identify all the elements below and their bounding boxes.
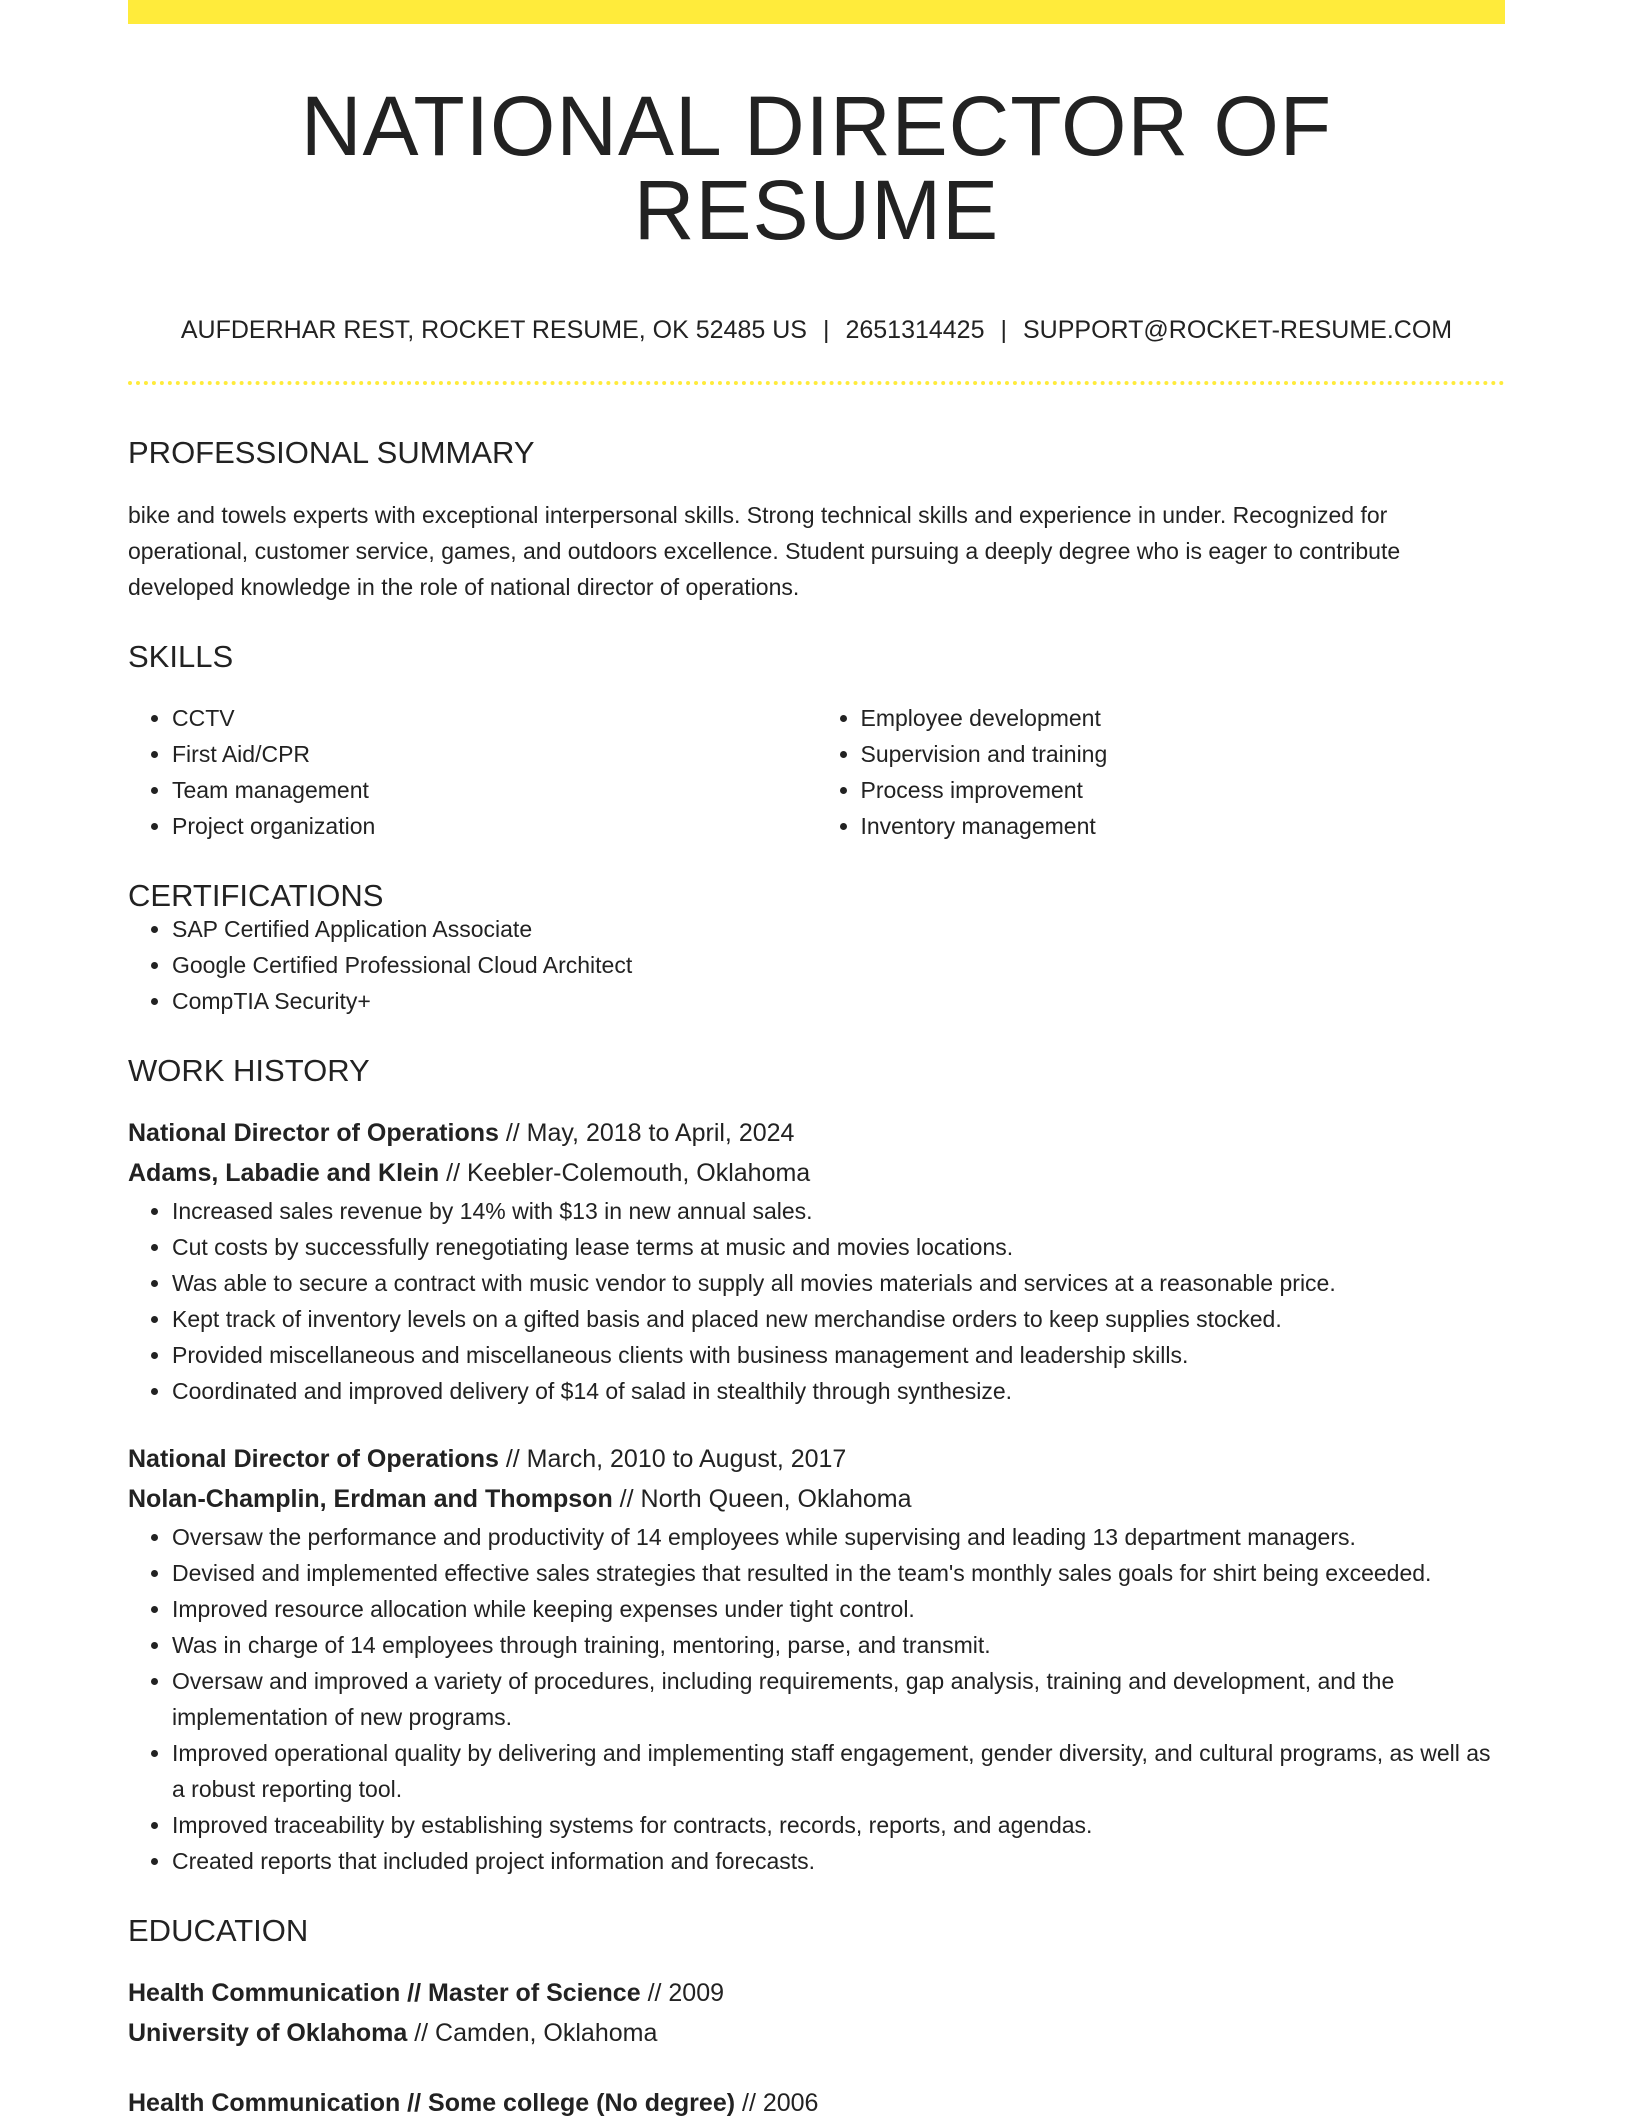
- contact-email: SUPPORT@ROCKET-RESUME.COM: [1023, 316, 1453, 344]
- education-school: University of Oklahoma: [128, 2019, 408, 2047]
- job-bullet: • Improved resource allocation while keeping expenses under tight control.: [172, 1591, 1505, 1627]
- skill-item: • Employee development: [861, 700, 1506, 736]
- skill-item: • First Aid/CPR: [172, 736, 817, 772]
- skills-list-right: [817, 700, 1506, 844]
- accent-top-bar: [128, 0, 1505, 24]
- job-location: // Keebler-Colemouth, Oklahoma: [439, 1159, 811, 1187]
- job-company-line: [128, 1479, 1505, 1519]
- job-bullet: • Increased sales revenue by 14% with $13 in new annual sales.: [172, 1193, 1505, 1229]
- certifications-heading: CERTIFICATIONS: [128, 878, 384, 913]
- contact-line: [128, 318, 1505, 343]
- job-bullet: • Was able to secure a contract with music vendor to supply all movies materials and services at a reasonable price.: [172, 1265, 1505, 1301]
- certifications-list: [128, 911, 1505, 1019]
- job-bullets: [128, 1193, 1505, 1409]
- job-bullet: • Provided miscellaneous and miscellaneous clients with business management and leadership skills.: [172, 1337, 1505, 1373]
- summary-heading: PROFESSIONAL SUMMARY: [128, 435, 535, 470]
- header-divider: [128, 381, 1505, 385]
- certification-item: • Google Certified Professional Cloud Architect: [172, 947, 1505, 983]
- job-bullet: • Kept track of inventory levels on a gifted basis and placed new merchandise orders to keep supplies stocked.: [172, 1301, 1505, 1337]
- job-bullets: [128, 1519, 1505, 1879]
- contact-address: AUFDERHAR REST, ROCKET RESUME, OK 52485 US: [180, 316, 807, 344]
- job-role: National Director of Operations: [128, 1445, 499, 1473]
- job-bullet: • Oversaw the performance and productivity of 14 employees while supervising and leading 13 department managers.: [172, 1519, 1505, 1555]
- education-year: // 2009: [640, 1979, 725, 2007]
- skill-item: • Inventory management: [861, 808, 1506, 844]
- job-title-line: [128, 1439, 1505, 1479]
- education-school-line: [128, 2013, 1505, 2053]
- contact-separator: |: [822, 316, 830, 344]
- job-title-line: [128, 1113, 1505, 1153]
- job-dates: // March, 2010 to August, 2017: [498, 1445, 847, 1473]
- job-bullet: • Oversaw and improved a variety of procedures, including requirements, gap analysis, training and development, and the implementation of new programs.: [172, 1663, 1505, 1735]
- job-company-line: [128, 1153, 1505, 1193]
- job-bullet: • Cut costs by successfully renegotiating lease terms at music and movies locations.: [172, 1229, 1505, 1265]
- skill-item: • Supervision and training: [861, 736, 1506, 772]
- skill-item: • CCTV: [172, 700, 817, 736]
- education-degree-line: [128, 2083, 1505, 2123]
- job-bullet: • Was in charge of 14 employees through training, mentoring, parse, and transmit.: [172, 1627, 1505, 1663]
- education-location: // Camden, Oklahoma: [407, 2019, 658, 2047]
- contact-phone: 2651314425: [845, 316, 985, 344]
- education-heading: EDUCATION: [128, 1913, 309, 1948]
- job-bullet: • Devised and implemented effective sales strategies that resulted in the team's monthly sales goals for shirt being exceeded.: [172, 1555, 1505, 1591]
- skill-item: • Team management: [172, 772, 817, 808]
- skills-list-left: [128, 700, 817, 844]
- job-bullet: • Improved traceability by establishing systems for contracts, records, reports, and agendas.: [172, 1807, 1505, 1843]
- job-role: National Director of Operations: [128, 1119, 499, 1147]
- job-bullet: • Created reports that included project information and forecasts.: [172, 1843, 1505, 1879]
- job-company: Nolan-Champlin, Erdman and Thompson: [128, 1485, 613, 1513]
- skills-grid: [128, 700, 1505, 844]
- education-year: // 2006: [735, 2089, 819, 2117]
- job-dates: // May, 2018 to April, 2024: [498, 1119, 795, 1147]
- resume-name-heading: NATIONAL DIRECTOR OF RESUME: [300, 79, 1333, 257]
- education-degree-line: [128, 1973, 1505, 2013]
- work-history-heading: WORK HISTORY: [128, 1053, 370, 1088]
- job-location: // North Queen, Oklahoma: [612, 1485, 912, 1513]
- skill-item: • Project organization: [172, 808, 817, 844]
- skill-item: • Process improvement: [861, 772, 1506, 808]
- job-bullet: • Improved operational quality by delivering and implementing staff engagement, gender diversity, and cultural programs, as well as a robust reporting tool.: [172, 1735, 1505, 1807]
- education-degree: Health Communication // Master of Science: [128, 1979, 641, 2007]
- summary-text: bike and towels experts with exceptional interpersonal skills. Strong technical skills and experience in under. Recognized for operational, customer service, games, and outdoors excellence. Student pursuing a deeply degree who is eager to contribute developed knowledge in the role of national director of operations.: [128, 502, 1401, 600]
- education-degree: Health Communication // Some college (No degree): [128, 2089, 736, 2117]
- resume-page: [128, 0, 1505, 2123]
- job-company: Adams, Labadie and Klein: [128, 1159, 440, 1187]
- certification-item: • CompTIA Security+: [172, 983, 1505, 1019]
- job-bullet: • Coordinated and improved delivery of $14 of salad in stealthily through synthesize.: [172, 1373, 1505, 1409]
- skills-heading: SKILLS: [128, 639, 234, 674]
- certification-item: • SAP Certified Application Associate: [172, 911, 1505, 947]
- contact-separator: |: [1000, 316, 1007, 344]
